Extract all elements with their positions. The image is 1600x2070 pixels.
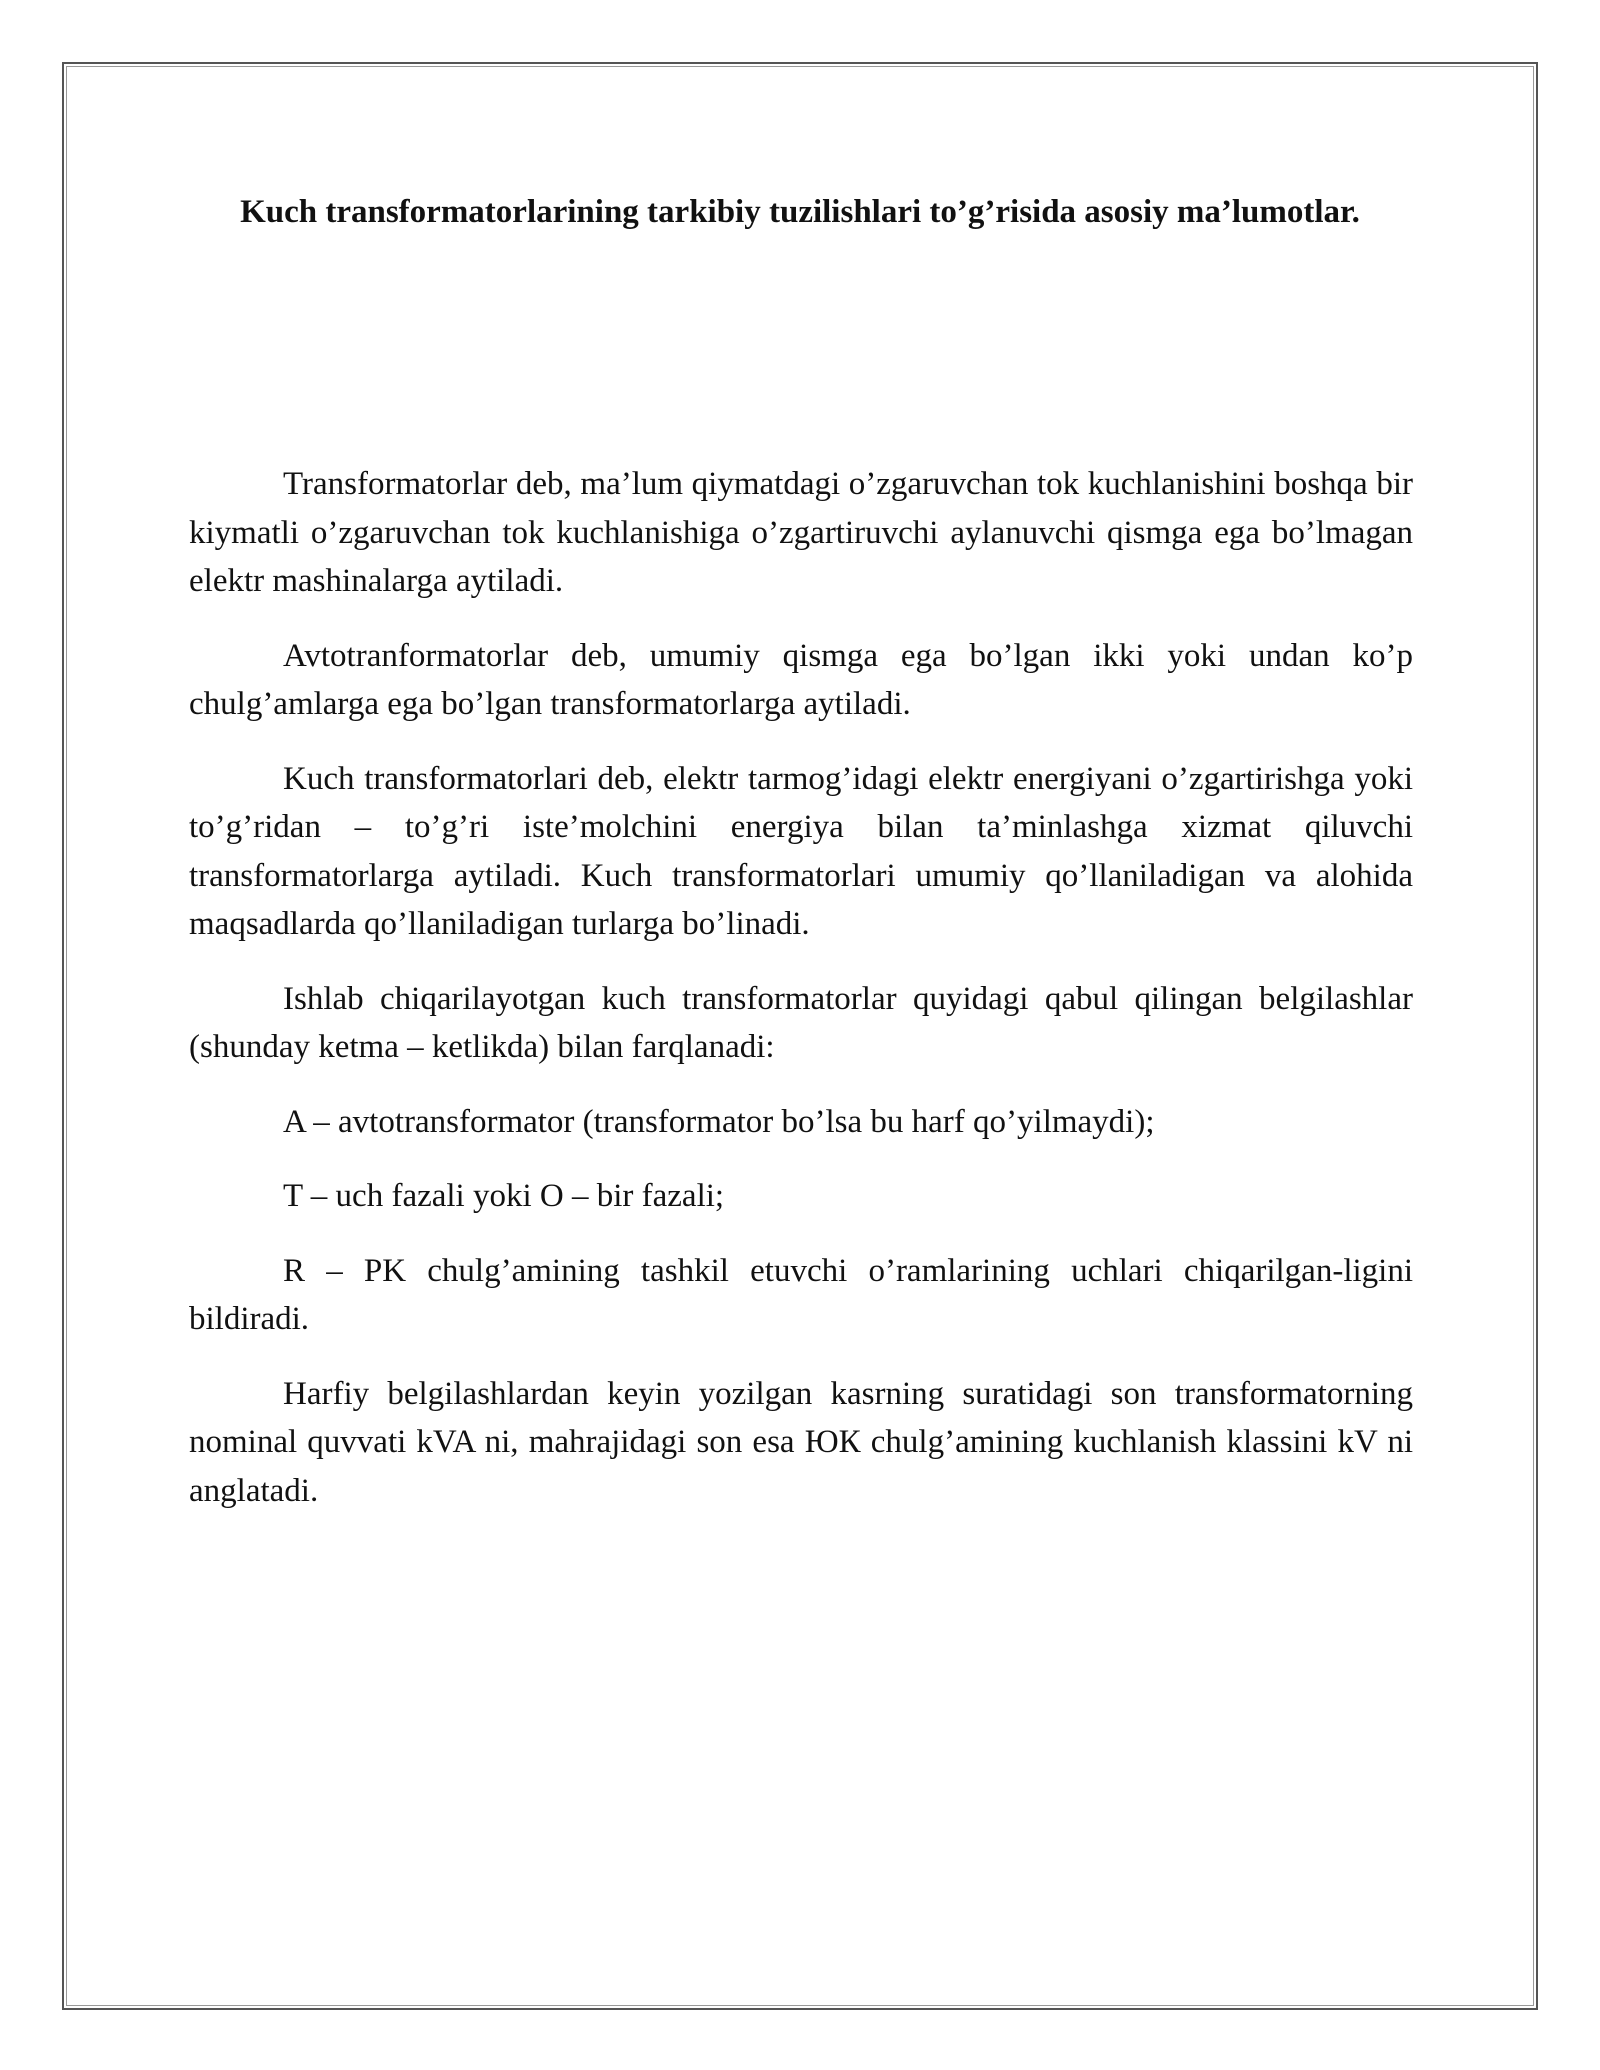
document-title: Kuch transformatorlarining tarkibiy tuzilishlari to’g’risida asosiy ma’lumotlar. (240, 194, 1360, 230)
paragraph-autotransformer-definition: Avtotranformatorlar deb, umumiy qismga ega bo’lgan ikki yoki undan ko’p chulg’amlarga ega bo’lgan transformatorlarga aytiladi. (189, 637, 1413, 722)
paragraph-transformer-definition: Transformatorlar deb, ma’lum qiymatdagi o’zgaruvchan tok kuchlanishini boshqa bir kiymatli o’zgaruvchan tok kuchlanishiga o’zgartiruvchi aylanuvchi qismga ega bo’lmagan elektr mashinalarga aytiladi. (189, 466, 1413, 599)
list-item-designation-a: A – avtotransformator (transformator bo’lsa bu harf qo’yilmaydi); (283, 1103, 1155, 1140)
list-item-designation-r: R – PK chulg’amining tashkil etuvchi o’ramlarining uchlari chiqarilgan-ligini bildiradi. (189, 1252, 1413, 1337)
paragraph-power-transformer-definition: Kuch transformatorlari deb, elektr tarmog’idagi elektr energiyani o’zgartirishga yoki to’g’ridan – to’g’ri iste’molchini energiya bilan ta’minlashga xizmat qiluvchi transformatorlarga aytiladi. Kuch transformatorlari umumiy qo’llaniladigan va alohida maqsadlarda qo’llaniladigan turlarga bo’linadi. (189, 760, 1413, 942)
list-item-designation-t: T – uch fazali yoki O – bir fazali; (283, 1178, 725, 1214)
paragraph-fraction-meaning: Harfiy belgilashlardan keyin yozilgan kasrning suratidagi son transformatorning nominal quvvati kVA ni, mahrajidagi son esa ЮК chulg’amining kuchlanish klassini kV ni anglatadi. (189, 1375, 1413, 1509)
paragraph-designations-intro: Ishlab chiqarilayotgan kuch transformatorlar quyidagi qabul qilingan belgilashlar (shunday ketma – ketlikda) bilan farqlanadi: (189, 980, 1413, 1065)
document-body (189, 460, 1413, 1541)
